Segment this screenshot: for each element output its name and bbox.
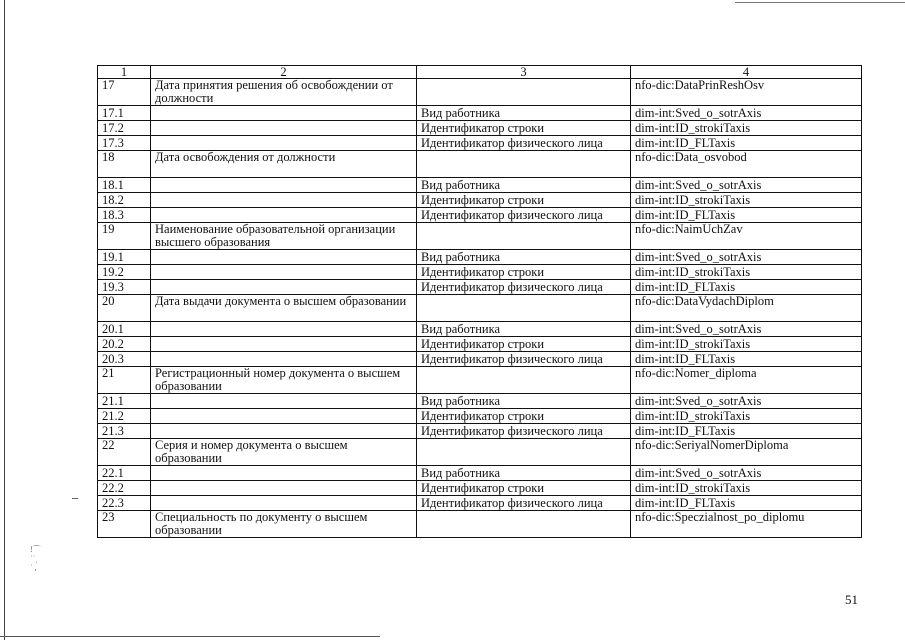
header-col-1: 1 [98,66,151,79]
table-row [98,409,862,424]
bottom-rule [0,636,380,637]
row-number: 22 [98,439,151,466]
row-name: Серия и номер документа о высшем образовании [151,439,417,466]
row-name [151,280,417,295]
table-row [98,496,862,511]
row-number: 18 [98,151,151,178]
table-row [98,151,862,178]
table-row [98,250,862,265]
table-row [98,394,862,409]
row-name [151,121,417,136]
table-row [98,106,862,121]
row-dimension: Вид работника [417,322,631,337]
row-code: nfo-dic:DataVydachDiplom [631,295,862,322]
row-dimension: Идентификатор строки [417,409,631,424]
row-code: nfo-dic:NaimUchZav [631,223,862,250]
row-dimension: Идентификатор строки [417,337,631,352]
table-row [98,136,862,151]
row-name [151,250,417,265]
row-number: 17.3 [98,136,151,151]
row-code: nfo-dic:Nomer_diploma [631,367,862,394]
header-col-4: 4 [631,66,862,79]
row-code: dim-int:ID_FLTaxis [631,496,862,511]
table-row [98,208,862,223]
row-number: 22.2 [98,481,151,496]
row-code: nfo-dic:SeriyalNomerDiploma [631,439,862,466]
table-row [98,322,862,337]
row-dimension [417,79,631,106]
row-code: dim-int:ID_strokiTaxis [631,337,862,352]
row-name [151,337,417,352]
row-code: dim-int:ID_strokiTaxis [631,121,862,136]
row-name [151,424,417,439]
table-row [98,265,862,280]
row-name: Дата принятия решения об освобождении от должности [151,79,417,106]
row-number: 18.3 [98,208,151,223]
row-code: dim-int:Sved_o_sotrAxis [631,250,862,265]
row-number: 22.1 [98,466,151,481]
table-row [98,439,862,466]
table-body [98,79,862,538]
row-number: 19.2 [98,265,151,280]
table-row [98,337,862,352]
row-number: 19.1 [98,250,151,265]
row-number: 18.1 [98,178,151,193]
row-code: dim-int:ID_FLTaxis [631,136,862,151]
row-name: Дата выдачи документа о высшем образовании [151,295,417,322]
table-row [98,295,862,322]
row-name [151,322,417,337]
row-code: dim-int:ID_FLTaxis [631,280,862,295]
row-dimension: Вид работника [417,466,631,481]
row-name: Наименование образовательной организации высшего образования [151,223,417,250]
row-dimension: Идентификатор физического лица [417,424,631,439]
table-row [98,223,862,250]
row-dimension: Идентификатор строки [417,481,631,496]
row-dimension [417,151,631,178]
row-number: 20.1 [98,322,151,337]
row-dimension: Вид работника [417,394,631,409]
row-dimension: Вид работника [417,250,631,265]
table-row [98,466,862,481]
row-dimension: Вид работника [417,178,631,193]
page-number: 51 [845,592,858,607]
row-dimension [417,511,631,538]
row-number: 17.1 [98,106,151,121]
table-row [98,511,862,538]
row-dimension: Идентификатор физического лица [417,280,631,295]
table-row [98,193,862,208]
row-code: dim-int:Sved_o_sotrAxis [631,322,862,337]
header-col-2: 2 [151,66,417,79]
row-number: 21.2 [98,409,151,424]
row-code: nfo-dic:Data_osvobod [631,151,862,178]
row-dimension [417,223,631,250]
margin-scan-marks: !⌒ ˙˙ˌ ˙ , [30,545,41,572]
row-name [151,466,417,481]
row-number: 20.3 [98,352,151,367]
header-row [98,66,862,79]
header-col-3: 3 [417,66,631,79]
row-name [151,394,417,409]
row-code: dim-int:Sved_o_sotrAxis [631,106,862,121]
row-dimension: Идентификатор физического лица [417,136,631,151]
row-name [151,496,417,511]
row-number: 22.3 [98,496,151,511]
top-rule [735,2,905,3]
row-dimension [417,439,631,466]
row-dimension: Вид работника [417,106,631,121]
row-code: dim-int:ID_FLTaxis [631,352,862,367]
row-code: dim-int:ID_strokiTaxis [631,409,862,424]
row-code: dim-int:ID_strokiTaxis [631,265,862,280]
row-dimension: Идентификатор физического лица [417,352,631,367]
row-code: dim-int:Sved_o_sotrAxis [631,466,862,481]
row-name [151,352,417,367]
row-code: nfo-dic:Speczialnost_po_diplomu [631,511,862,538]
row-dimension: Идентификатор строки [417,193,631,208]
row-dimension [417,367,631,394]
row-code: dim-int:Sved_o_sotrAxis [631,394,862,409]
row-number: 19 [98,223,151,250]
row-number: 18.2 [98,193,151,208]
row-name [151,106,417,121]
table-row [98,121,862,136]
row-name: Специальность по документу о высшем образовании [151,511,417,538]
row-number: 20.2 [98,337,151,352]
row-code: dim-int:ID_FLTaxis [631,424,862,439]
row-name: Дата освобождения от должности [151,151,417,178]
row-name [151,193,417,208]
row-number: 21.1 [98,394,151,409]
table-row [98,280,862,295]
row-dimension: Идентификатор физического лица [417,496,631,511]
row-dimension: Идентификатор строки [417,265,631,280]
row-name [151,481,417,496]
page-edge-line [4,0,5,640]
row-name [151,208,417,223]
row-name [151,136,417,151]
row-number: 20 [98,295,151,322]
table-row [98,424,862,439]
row-dimension: Идентификатор строки [417,121,631,136]
table-row [98,367,862,394]
row-number: 17.2 [98,121,151,136]
row-number: 23 [98,511,151,538]
row-name [151,265,417,280]
table-row [98,178,862,193]
row-number: 21.3 [98,424,151,439]
row-code: dim-int:Sved_o_sotrAxis [631,178,862,193]
row-name [151,178,417,193]
table-row [98,79,862,106]
row-code: dim-int:ID_FLTaxis [631,208,862,223]
row-name [151,409,417,424]
row-code: nfo-dic:DataPrinReshOsv [631,79,862,106]
row-code: dim-int:ID_strokiTaxis [631,481,862,496]
margin-tick [72,498,78,499]
row-dimension: Идентификатор физического лица [417,208,631,223]
row-number: 21 [98,367,151,394]
row-number: 17 [98,79,151,106]
taxonomy-table [97,65,862,538]
row-dimension [417,295,631,322]
row-name: Регистрационный номер документа о высшем образовании [151,367,417,394]
table-row [98,352,862,367]
row-code: dim-int:ID_strokiTaxis [631,193,862,208]
table-row [98,481,862,496]
row-number: 19.3 [98,280,151,295]
